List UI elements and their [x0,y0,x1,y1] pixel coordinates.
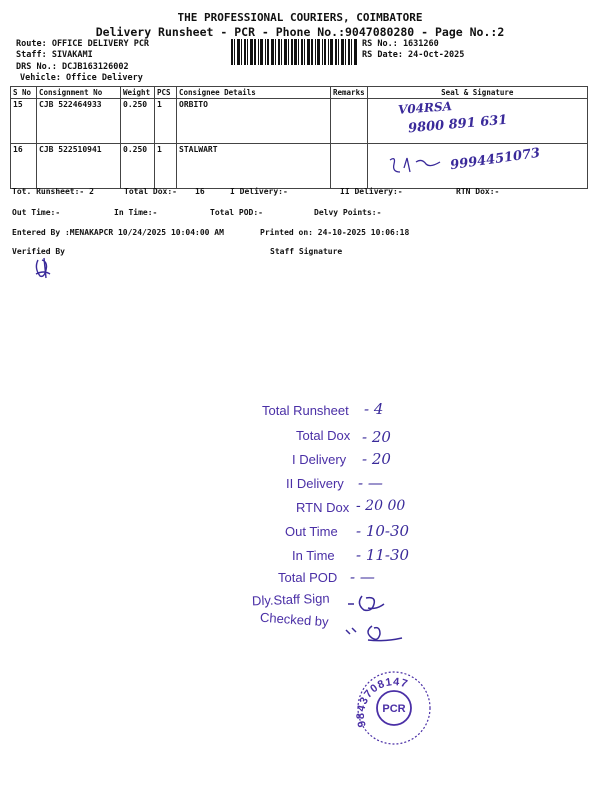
drs-number: DRS No.: DCJB163126002 [16,62,129,72]
i-delivery: I Delivery:- [230,187,288,196]
cell-consignee: STALWART [177,144,331,189]
stamp-i-delivery: I Delivery [292,452,347,467]
stamp-value-rtn-dox: - 20 00 [356,498,406,514]
vehicle-label: Vehicle: Office Delivery [20,73,143,83]
stamp-total-pod: Total POD [278,570,338,585]
verified-by-label: Verified By [12,247,65,256]
cell-seal-signature [367,144,587,189]
cell-consignment: CJB 522464933 [37,99,121,144]
table-row [11,99,588,144]
rs-number: RS No.: 1631260 [362,39,439,49]
column-header: S No [11,87,37,99]
entered-by: Entered By :MENAKAPCR 10/24/2025 10:04:00 AM [12,228,224,237]
column-header: Seal & Signature [367,87,587,99]
company-title: THE PROFESSIONAL COURIERS, COIMBATORE [177,11,423,24]
stamp-value-total-dox: - 20 [362,428,391,446]
rtn-dox: RTN Dox:- [456,187,500,196]
cell-consignee: ORBITO [177,99,331,144]
seal-ring-text: 9843708147 [354,676,410,729]
stamp-value-in-time: - 11-30 [356,546,410,564]
column-header: Consignee Details [177,87,331,99]
cell-sno: 16 [11,144,37,189]
checked-by-signature [344,622,404,644]
cell-sno: 15 [11,99,37,144]
column-header: PCS [155,87,177,99]
stamp-ii-delivery: II Delivery [286,476,344,491]
stamp-value-out-time: - 10-30 [356,522,410,540]
cell-weight: 0.250 [121,144,155,189]
cell-remarks [331,99,368,144]
stamp-dly-staff-sign: Dly.Staff Sign [251,590,330,609]
stamp-value-ii-delivery: - — [358,474,383,492]
route-label: Route: OFFICE DELIVERY PCR [16,39,150,49]
runsheet-subtitle: Delivery Runsheet - PCR - Phone No.:9047080280 - Page No.:2 [95,25,505,39]
table-header-row [11,87,588,99]
handwritten-phone: 9994451073 [449,145,541,174]
staff-signature-label: Staff Signature [270,247,343,256]
stamp-total-dox: Total Dox [296,428,351,443]
dly-staff-signature [346,592,386,614]
ii-delivery: II Delivery:- [340,187,403,196]
stamp-total-runsheet: Total Runsheet [262,403,349,418]
column-header: Consignment No [37,87,121,99]
stamp-value-total-runsheet: - 4 [364,400,384,418]
rs-date: RS Date: 24-Oct-2025 [362,50,465,60]
pcr-round-seal [348,668,440,748]
cell-remarks [331,144,368,189]
cell-consignment: CJB 522510941 [37,144,121,189]
column-header: Remarks [331,87,368,99]
stamp-in-time: In Time [292,548,335,563]
signature-scribble [386,150,446,180]
out-time: Out Time:- [12,208,61,217]
staff-label: Staff: SIVAKAMI [16,50,93,60]
barcode-image [231,39,357,65]
column-header: Weight [121,87,155,99]
table-row [11,144,588,189]
cell-seal-signature [367,99,587,144]
verified-signature [32,256,54,280]
consignment-table [10,86,588,189]
stamp-checked-by: Checked by [259,609,330,630]
stamp-value-total-pod: - — [350,568,375,586]
total-dox-label: Total Dox:- [124,187,177,196]
delvy-points: Delvy Points:- [314,208,382,217]
total-pod: Total POD:- [210,208,263,217]
in-time: In Time:- [114,208,158,217]
seal-center-text: PCR [382,703,406,715]
stamp-out-time: Out Time [285,524,338,539]
cell-pcs: 1 [155,99,177,144]
cell-weight: 0.250 [121,99,155,144]
tot-runsheet: Tot. Runsheet:- 2 [12,187,94,196]
stamp-rtn-dox: RTN Dox [296,500,350,515]
total-dox-value: 16 [195,187,205,196]
handwritten-note: V04RSA [397,99,453,117]
handwritten-phone: 9800 891 631 [407,112,508,137]
printed-on: Printed on: 24-10-2025 10:06:18 [260,228,410,237]
cell-pcs: 1 [155,144,177,189]
stamp-value-i-delivery: - 20 [362,450,391,468]
